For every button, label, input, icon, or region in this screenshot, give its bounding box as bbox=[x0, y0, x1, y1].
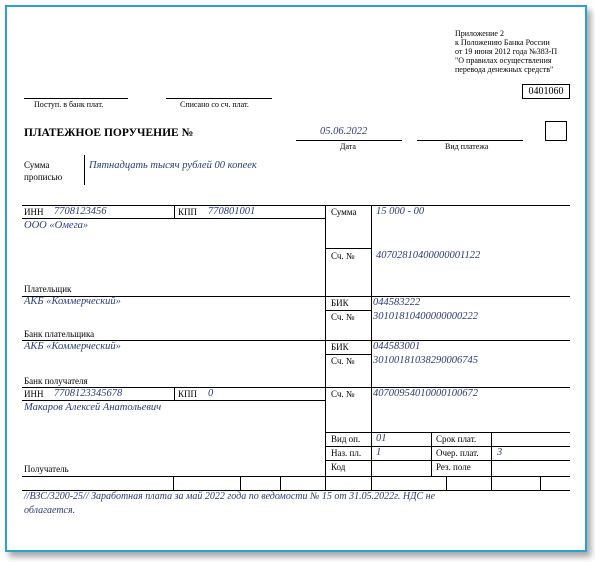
payee-inn: 7708123345678 bbox=[54, 388, 123, 399]
date-line bbox=[296, 140, 402, 141]
page-title: ПЛАТЕЖНОЕ ПОРУЧЕНИЕ № bbox=[24, 127, 194, 139]
sum-label: Сумма bbox=[331, 207, 357, 217]
payer-bank-bik: 044583222 bbox=[373, 297, 421, 308]
amount-words-label-2: прописью bbox=[24, 172, 63, 182]
payee-bank-bik: 044583001 bbox=[373, 341, 421, 352]
grid-line-payee-inn-row bbox=[22, 400, 325, 401]
payer-name: ООО «Омега» bbox=[24, 220, 89, 231]
purpose-text-line-1: //ВЗС/3200-25// Заработная плата за май 2022 года по ведомости № 15 от 31.05.2022г. НДС не bbox=[24, 491, 436, 502]
payee-acc-label: Сч. № bbox=[331, 389, 355, 399]
payer-inn: 7708123456 bbox=[54, 206, 107, 217]
op-type: 01 bbox=[376, 433, 387, 444]
payer-bank-bik-label: БИК bbox=[331, 298, 349, 308]
payer-kpp: 770801001 bbox=[208, 206, 256, 217]
grid-vline-op-right bbox=[491, 432, 492, 476]
payee-acc: 40700954010000100672 bbox=[373, 388, 478, 399]
grid-vline-op-mid bbox=[431, 432, 432, 476]
document-frame bbox=[5, 5, 587, 552]
payee-inn-label: ИНН bbox=[24, 389, 44, 399]
payer-account: 40702810400000001122 bbox=[376, 250, 481, 261]
tax-cell-divider-3 bbox=[280, 476, 281, 490]
payee-bank-caption: Банк получателя bbox=[24, 376, 88, 386]
form-code-box: 0401060 bbox=[522, 84, 570, 99]
tax-cell-divider-1 bbox=[173, 476, 174, 490]
purpose-text-line-2: облагается. bbox=[24, 505, 76, 516]
queue-label: Очер. плат. bbox=[436, 448, 479, 458]
appendix-line-1: Приложение 2 bbox=[455, 29, 504, 38]
debited-line bbox=[166, 98, 272, 99]
appendix-line-5: перевода денежных средств" bbox=[455, 65, 554, 74]
sum-value: 15 000 - 00 bbox=[376, 206, 425, 217]
amount-words-label-1: Сумма bbox=[24, 160, 50, 170]
payee-bank-name: АКБ «Коммерческий» bbox=[24, 341, 121, 352]
appendix-line-3: от 19 июня 2012 года №383-П bbox=[455, 47, 558, 56]
purpose-code: 1 bbox=[376, 447, 382, 458]
payee-caption: Получатель bbox=[24, 464, 69, 474]
grid-line-account-top bbox=[325, 248, 371, 249]
payer-bank-acc-label: Сч. № bbox=[331, 312, 355, 322]
grid-vline-labels bbox=[325, 205, 326, 476]
grid-line-inn-row bbox=[22, 218, 325, 219]
status-box bbox=[545, 121, 567, 141]
payee-bank-bik-label: БИК bbox=[331, 342, 349, 352]
grid-line-op-low bbox=[325, 460, 570, 461]
purpose-label: Наз. пл. bbox=[331, 448, 362, 458]
payer-caption: Плательщик bbox=[24, 284, 72, 294]
payment-type-label: Вид платежа bbox=[445, 142, 489, 151]
tax-cell-divider-6 bbox=[446, 476, 447, 490]
grid-line-bik-split bbox=[325, 310, 371, 311]
received-line bbox=[24, 98, 128, 99]
tax-cell-divider-7 bbox=[491, 476, 492, 490]
op-type-label: Вид оп. bbox=[331, 434, 361, 444]
reserve-label: Рез. поле bbox=[436, 462, 471, 472]
grid-line-bottom-row bbox=[22, 476, 570, 477]
grid-line-op-mid bbox=[325, 446, 570, 447]
queue-value: 3 bbox=[497, 447, 503, 458]
payer-bank-name: АКБ «Коммерческий» bbox=[24, 296, 121, 307]
payment-type-line bbox=[417, 140, 523, 141]
received-label: Поступ. в банк плат. bbox=[34, 100, 104, 109]
tax-cell-divider-5 bbox=[371, 476, 372, 490]
grid-vline-values bbox=[371, 205, 372, 476]
amount-words-value: Пятнадцать тысяч рублей 00 копеек bbox=[89, 160, 257, 171]
date-label: Дата bbox=[340, 142, 356, 151]
grid-vline-kpp bbox=[174, 205, 175, 218]
payer-bank-caption: Банк плательщика bbox=[24, 329, 95, 339]
payee-name: Макаров Алексей Анатольевич bbox=[24, 402, 162, 413]
code-label: Код bbox=[331, 462, 346, 472]
grid-vline-kpp-2 bbox=[174, 387, 175, 400]
debited-label: Списано со сч. плат. bbox=[180, 100, 249, 109]
payer-inn-label: ИНН bbox=[24, 207, 44, 217]
grid-line-bik-split-2 bbox=[325, 354, 371, 355]
appendix-line-2: к Положению Банка России bbox=[455, 38, 550, 47]
payer-account-label: Сч. № bbox=[331, 251, 355, 261]
tax-cell-divider-2 bbox=[240, 476, 241, 490]
amount-words-divider bbox=[84, 155, 85, 185]
tax-cell-divider-4 bbox=[325, 476, 326, 490]
payer-bank-acc: 30101810400000000222 bbox=[373, 311, 478, 322]
order-date: 05.06.2022 bbox=[320, 126, 368, 137]
tax-cell-divider-8 bbox=[540, 476, 541, 490]
payee-kpp: 0 bbox=[208, 388, 214, 399]
appendix-line-4: "О правилах осуществления bbox=[455, 56, 552, 65]
payer-kpp-label: КПП bbox=[178, 207, 198, 217]
payee-kpp-label: КПП bbox=[178, 389, 198, 399]
payee-bank-acc: 30100181038290006745 bbox=[373, 355, 478, 366]
payee-bank-acc-label: Сч. № bbox=[331, 356, 355, 366]
term-label: Срок плат. bbox=[436, 434, 477, 444]
grid-line-op-top bbox=[325, 432, 570, 433]
